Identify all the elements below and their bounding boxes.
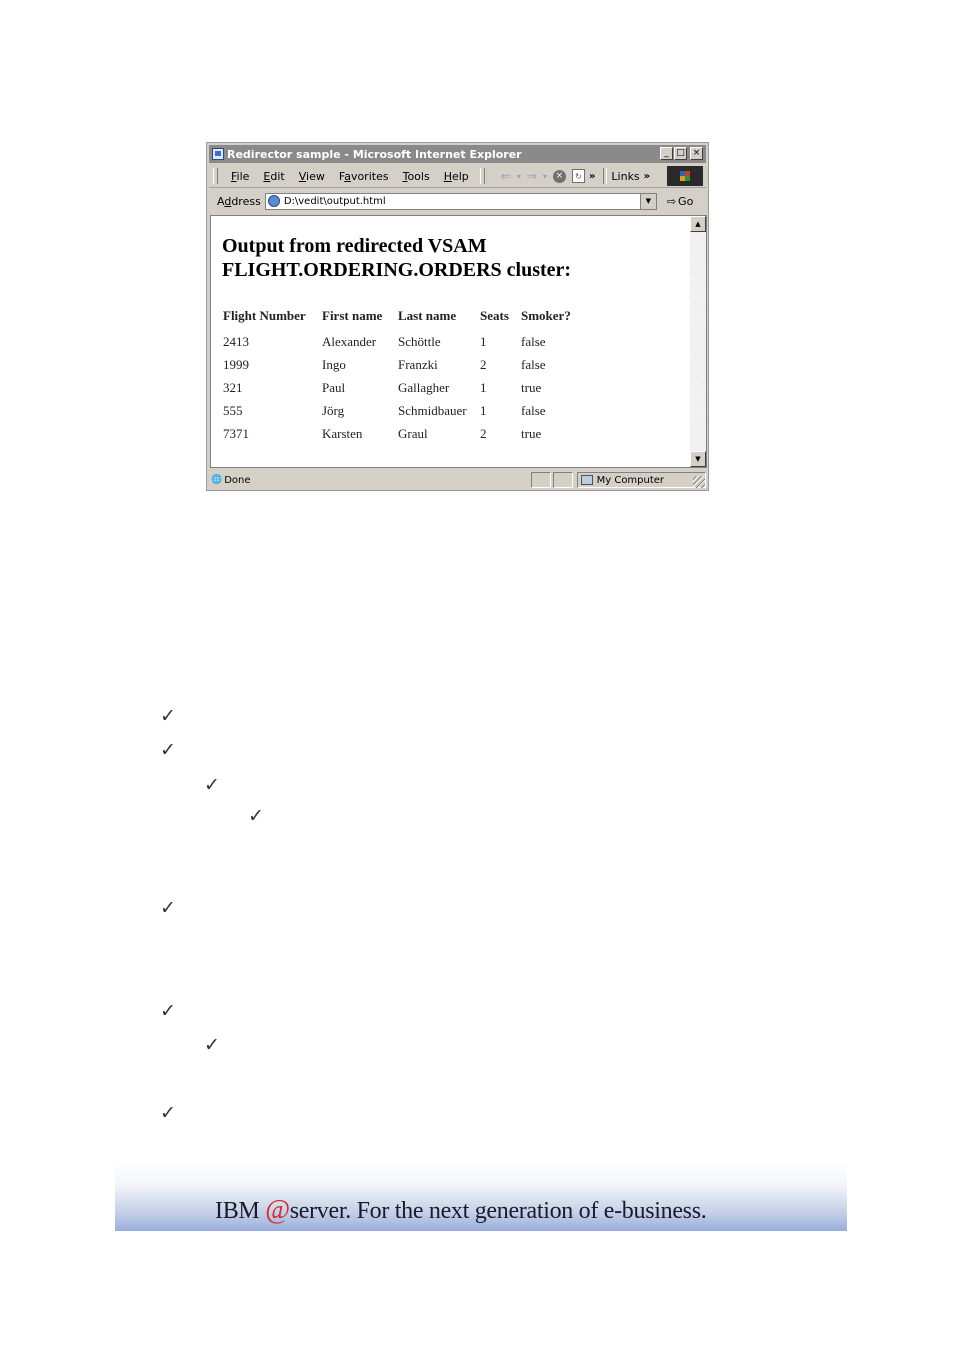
- stop-icon[interactable]: ×: [553, 170, 566, 183]
- menu-view[interactable]: View: [298, 169, 325, 183]
- navigation-buttons: [501, 169, 585, 183]
- column-header: Last name: [398, 308, 457, 323]
- table-cell: 555: [223, 402, 243, 418]
- table-row: [223, 353, 575, 376]
- toolbar-chevron-icon[interactable]: »: [588, 170, 596, 182]
- menu-file[interactable]: File: [231, 169, 250, 183]
- scroll-down-icon[interactable]: ▼: [690, 451, 706, 467]
- table-cell: 2: [480, 356, 487, 372]
- menu-edit[interactable]: Edit: [263, 169, 285, 183]
- status-panel: [531, 472, 551, 488]
- toolbar-grip[interactable]: [480, 168, 485, 184]
- security-zone: My Computer: [577, 472, 706, 488]
- close-button[interactable]: ×: [690, 147, 703, 160]
- links-button[interactable]: Links: [611, 169, 640, 183]
- status-panel: [553, 472, 573, 488]
- menu-tools[interactable]: Tools: [402, 169, 430, 183]
- windows-logo-icon: [667, 166, 703, 186]
- refresh-icon[interactable]: ↻: [572, 169, 585, 183]
- table-cell: 7371: [223, 425, 249, 441]
- go-arrow-icon: ⇨: [666, 194, 677, 208]
- eserver-banner: [115, 1160, 847, 1231]
- table-cell: Schöttle: [398, 333, 441, 349]
- status-bar: [209, 471, 706, 489]
- go-button[interactable]: ⇨ Go: [666, 194, 694, 208]
- toolbar-grip[interactable]: [213, 168, 218, 184]
- title-bar[interactable]: [209, 145, 706, 163]
- page-done-icon: 🌐: [211, 475, 223, 485]
- menu-favorites[interactable]: Favorites: [338, 169, 389, 183]
- table-row: [223, 422, 575, 445]
- links-chevron-icon[interactable]: »: [643, 170, 651, 182]
- column-header: Smoker?: [521, 308, 571, 323]
- checkmark-icon: ✓: [204, 774, 220, 796]
- checkmark-icon: ✓: [160, 1000, 176, 1022]
- address-value: D:\vedit\output.html: [283, 195, 386, 207]
- orders-table: [223, 307, 575, 445]
- table-cell: Jörg: [322, 402, 345, 418]
- table-cell: Alexander: [322, 333, 377, 349]
- menu-bar: [209, 165, 706, 188]
- table-cell: 2413: [223, 333, 249, 349]
- table-row: [223, 399, 575, 422]
- table-cell: true: [521, 425, 542, 441]
- table-cell: 1999: [223, 356, 249, 372]
- maximize-button[interactable]: □: [674, 147, 687, 160]
- page-globe-icon: [268, 195, 280, 207]
- computer-icon: [581, 475, 593, 485]
- table-cell: false: [521, 356, 546, 372]
- forward-dropdown-icon[interactable]: ▾: [542, 171, 547, 181]
- table-cell: Schmidbauer: [398, 402, 467, 418]
- table-cell: 2: [480, 425, 487, 441]
- table-cell: false: [521, 333, 546, 349]
- table-cell: Gallagher: [398, 379, 450, 395]
- table-cell: false: [521, 402, 546, 418]
- table-cell: Ingo: [322, 356, 346, 372]
- back-arrow-icon[interactable]: ⇐: [500, 169, 511, 183]
- status-text: Done: [224, 474, 251, 486]
- browser-window: [206, 142, 709, 491]
- page-content: [210, 215, 707, 468]
- column-header: Flight Number: [223, 308, 306, 323]
- eserver-e-logo: @: [265, 1194, 290, 1224]
- minimize-button[interactable]: _: [660, 147, 673, 160]
- checkmark-icon: ✓: [248, 805, 264, 827]
- table-cell: Karsten: [322, 425, 363, 441]
- checkmark-icon: ✓: [204, 1034, 220, 1056]
- menu-help[interactable]: Help: [443, 169, 469, 183]
- address-input[interactable]: [265, 193, 657, 210]
- checkmark-icon: ✓: [160, 1102, 176, 1124]
- forward-arrow-icon[interactable]: ⇒: [526, 169, 537, 183]
- column-header: Seats: [480, 308, 509, 323]
- table-cell: 1: [480, 333, 487, 349]
- checkmark-icon: ✓: [160, 705, 176, 727]
- table-cell: Graul: [398, 425, 428, 441]
- table-cell: true: [521, 379, 542, 395]
- banner-slogan: IBM @server. For the next generation of e-business.: [215, 1194, 707, 1224]
- back-dropdown-icon[interactable]: ▾: [516, 171, 521, 181]
- table-row: [223, 376, 575, 399]
- table-row: [223, 330, 575, 353]
- vertical-scrollbar[interactable]: [690, 216, 706, 467]
- toolbar-separator: [603, 168, 607, 184]
- table-cell: 1: [480, 379, 487, 395]
- table-cell: Paul: [322, 379, 346, 395]
- table-cell: 1: [480, 402, 487, 418]
- window-title: Redirector sample - Microsoft Internet Explorer: [227, 147, 522, 161]
- table-cell: 321: [223, 379, 243, 395]
- page-heading: Output from redirected VSAM FLIGHT.ORDERING.ORDERS cluster:: [222, 235, 572, 281]
- scroll-up-icon[interactable]: ▲: [690, 216, 706, 232]
- ie-page-icon: [212, 148, 224, 160]
- checkmark-icon: ✓: [160, 897, 176, 919]
- column-header: First name: [322, 308, 383, 323]
- table-header-row: [223, 307, 575, 330]
- window-controls: [660, 147, 703, 160]
- address-dropdown-icon[interactable]: ▼: [640, 194, 656, 209]
- checkmark-icon: ✓: [160, 739, 176, 761]
- address-label: Address: [217, 194, 261, 208]
- resize-grip-icon[interactable]: [693, 476, 705, 488]
- address-bar: [209, 189, 706, 213]
- table-cell: Franzki: [398, 356, 438, 372]
